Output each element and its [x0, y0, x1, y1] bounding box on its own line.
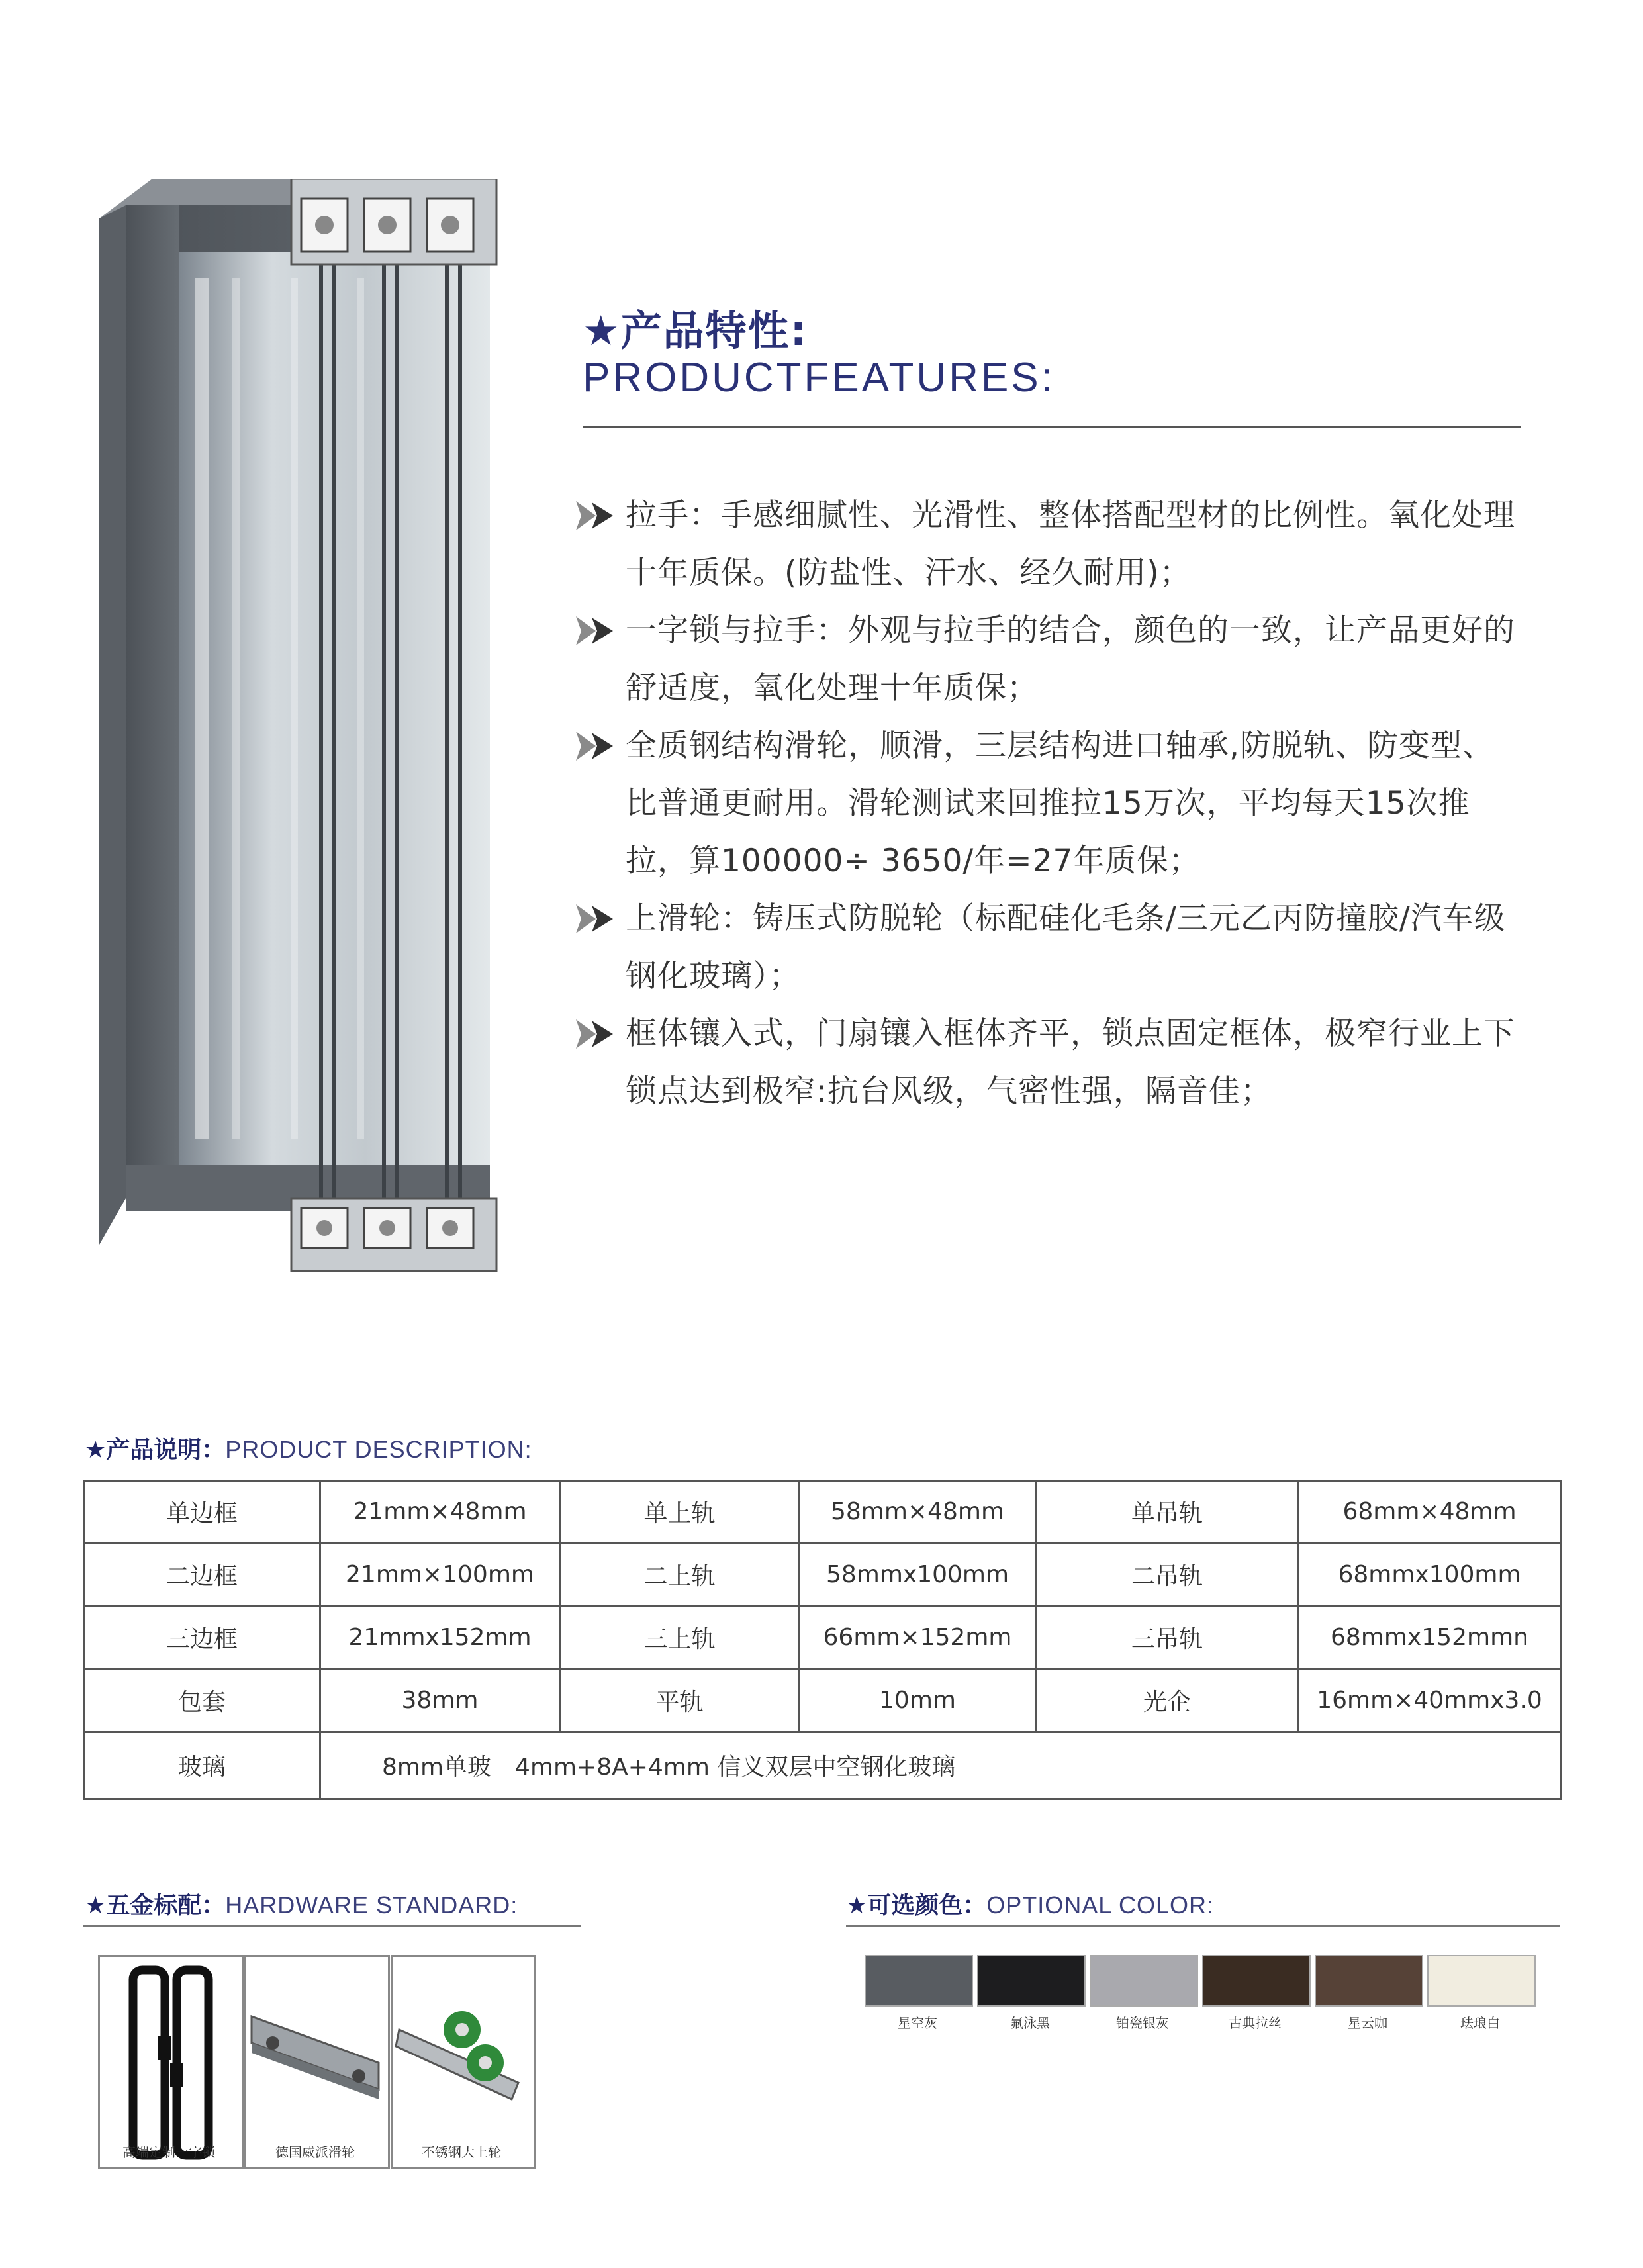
- color-heading: [846, 1887, 1214, 1920]
- feature-text: 一字锁与拉手：外观与拉手的结合，颜色的一致，让产品更好的舒适度，氧化处理十年质保；: [626, 612, 1515, 706]
- color-swatch[interactable]: [1202, 1955, 1311, 2007]
- table-cell: 二吊轨: [1036, 1543, 1299, 1606]
- table-cell: 二上轨: [560, 1543, 800, 1606]
- color-swatch-label: 珐琅白: [1460, 2015, 1500, 2031]
- color-swatch[interactable]: [977, 1955, 1086, 2007]
- table-cell: 21mm×48mm: [320, 1481, 560, 1544]
- table-cell: 68mmx100mm: [1299, 1543, 1561, 1606]
- double-arrow-bullet-icon: [576, 732, 616, 761]
- table-cell: 66mm×152mm: [800, 1606, 1036, 1669]
- color-divider: [846, 1925, 1560, 1927]
- table-cell: 16mm×40mmx3.0: [1299, 1669, 1561, 1732]
- color-swatch-label: 铂瓷银灰: [1116, 2015, 1169, 2031]
- feature-item-pulley: [576, 717, 1523, 890]
- color-swatch[interactable]: [865, 1955, 973, 2007]
- features-list: [576, 487, 1523, 1120]
- table-row: [84, 1543, 1561, 1606]
- table-cell: 10mm: [800, 1669, 1036, 1732]
- feature-item-lock: [576, 602, 1523, 717]
- description-heading: [85, 1431, 532, 1465]
- table-cell: 21mmx152mm: [320, 1606, 560, 1669]
- feature-text: 拉手：手感细腻性、光滑性、整体搭配型材的比例性。氧化处理十年质保。(防盐性、汗水、经久耐用)；: [626, 497, 1515, 591]
- features-divider: [583, 426, 1521, 428]
- hardware-image-pulley: [244, 1955, 390, 2169]
- table-cell: 二边框: [84, 1543, 320, 1606]
- feature-item-handle: [576, 487, 1523, 602]
- table-cell: 38mm: [320, 1669, 560, 1732]
- color-swatch[interactable]: [1315, 1955, 1423, 2007]
- table-cell: 68mmx152mmn: [1299, 1606, 1561, 1669]
- table-cell: 三吊轨: [1036, 1606, 1299, 1669]
- table-cell-glass-value: 8mm单玻 4mm+8A+4mm 信义双层中空钢化玻璃: [320, 1732, 1561, 1799]
- table-cell: 单吊轨: [1036, 1481, 1299, 1544]
- hardware-divider: [83, 1925, 581, 1927]
- hardware-image-lock: [98, 1955, 244, 2169]
- hardware-heading: [85, 1887, 518, 1920]
- color-swatch-label: 星云咖: [1348, 2015, 1387, 2031]
- feature-item-frame: [576, 1005, 1523, 1120]
- features-title: ★产品特性:: [583, 307, 808, 355]
- color-swatch-label: 星空灰: [898, 2015, 937, 2031]
- hardware-label: 不锈钢大上轮: [422, 2144, 501, 2160]
- hardware-label: 高端定制一字锁: [122, 2144, 215, 2160]
- table-cell: 68mm×48mm: [1299, 1481, 1561, 1544]
- feature-text: 框体镶入式，门扇镶入框体齐平，锁点固定框体，极窄行业上下锁点达到极窄:抗台风级，气密性强，隔音佳；: [626, 1016, 1515, 1110]
- table-cell-glass-label: 玻璃: [84, 1732, 320, 1799]
- double-arrow-bullet-icon: [576, 501, 616, 530]
- table-cell: 21mm×100mm: [320, 1543, 560, 1606]
- pulley-icon: [246, 1957, 388, 2167]
- table-cell: 三边框: [84, 1606, 320, 1669]
- hardware-label: 德国威派滑轮: [275, 2144, 355, 2160]
- color-swatch-label: 古典拉丝: [1229, 2015, 1282, 2031]
- feature-text: 全质钢结构滑轮，顺滑，三层结构进口轴承,防脱轨、防变型、比普通更耐用。滑轮测试来回推拉15万次，平均每天15次推拉，算100000÷ 3650/年=27年质保；: [626, 728, 1494, 879]
- table-row: [84, 1481, 1561, 1544]
- table-cell: 单边框: [84, 1481, 320, 1544]
- hardware-heading-cn: ★五金标配：: [85, 1892, 226, 1919]
- color-heading-cn: ★可选颜色：: [846, 1892, 987, 1919]
- description-heading-cn: ★产品说明：: [85, 1437, 226, 1464]
- double-arrow-bullet-icon: [576, 904, 616, 933]
- lock-handle-icon: [100, 1957, 242, 2167]
- color-swatch[interactable]: [1427, 1955, 1536, 2007]
- features-title-english: PRODUCTFEATURES:: [583, 355, 1055, 401]
- table-cell: 58mmx100mm: [800, 1543, 1036, 1606]
- color-heading-en: OPTIONAL COLOR:: [986, 1891, 1215, 1918]
- hardware-image-top-wheel: [391, 1955, 536, 2169]
- feature-item-top-wheel: [576, 890, 1523, 1005]
- table-row-glass: [84, 1732, 1561, 1799]
- window-profile-illustration: [93, 179, 503, 1278]
- table-cell: 58mm×48mm: [800, 1481, 1036, 1544]
- table-row: [84, 1606, 1561, 1669]
- top-wheel-icon: [393, 1957, 534, 2167]
- hardware-heading-en: HARDWARE STANDARD:: [225, 1891, 518, 1918]
- table-cell: 单上轨: [560, 1481, 800, 1544]
- table-cell: 三上轨: [560, 1606, 800, 1669]
- color-swatch[interactable]: [1090, 1955, 1198, 2007]
- table-cell: 光企: [1036, 1669, 1299, 1732]
- table-cell: 包套: [84, 1669, 320, 1732]
- double-arrow-bullet-icon: [576, 616, 616, 645]
- color-swatch-label: 氟泳黑: [1010, 2015, 1050, 2031]
- feature-text: 上滑轮：铸压式防脱轮（标配硅化毛条/三元乙丙防撞胶/汽车级钢化玻璃）；: [626, 900, 1506, 994]
- description-heading-en: PRODUCT DESCRIPTION:: [225, 1436, 532, 1463]
- table-cell: 平轨: [560, 1669, 800, 1732]
- double-arrow-bullet-icon: [576, 1019, 616, 1049]
- description-table: [83, 1480, 1562, 1800]
- table-row: [84, 1669, 1561, 1732]
